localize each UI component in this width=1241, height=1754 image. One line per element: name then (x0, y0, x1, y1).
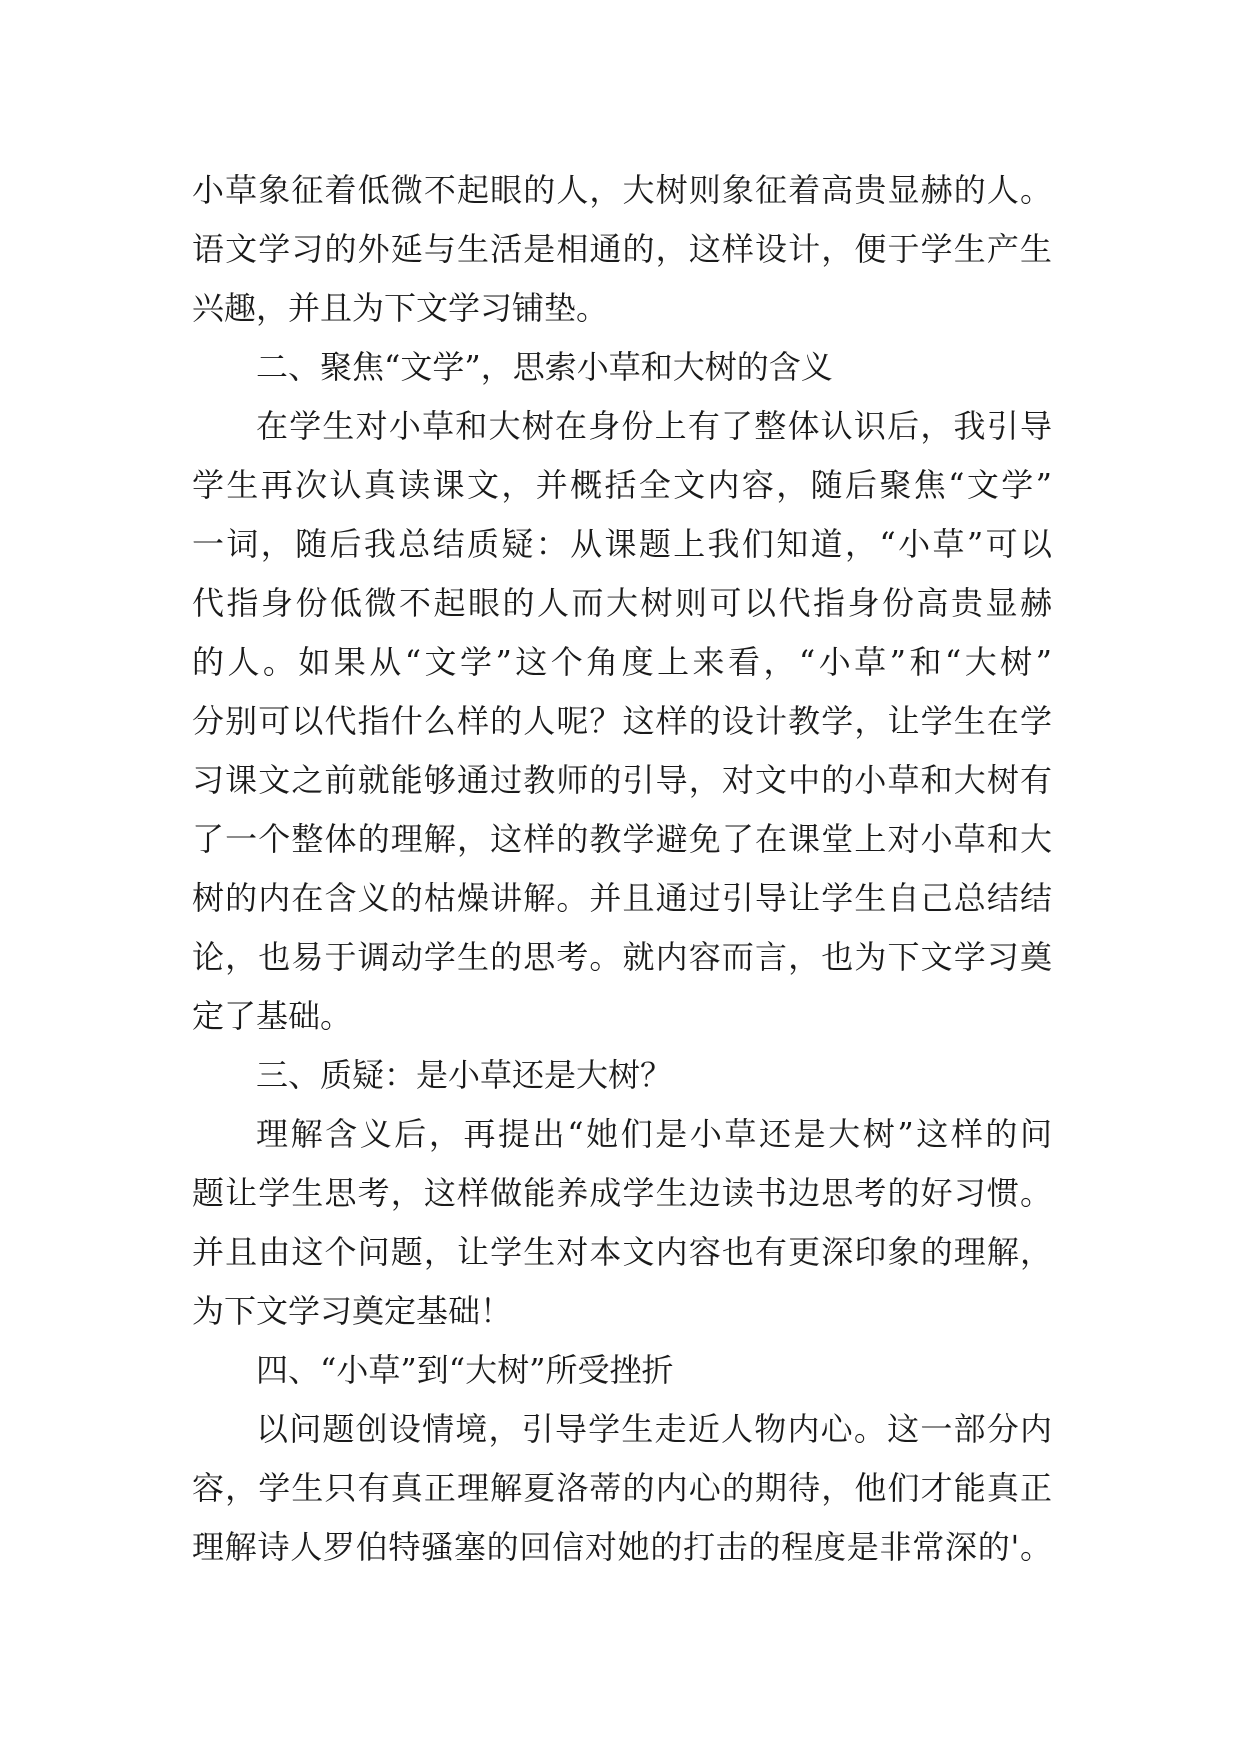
document-body (192, 161, 1052, 1577)
text-line: 一词，随后我总结质疑：从课题上我们知道，“小草”可以 (192, 525, 1052, 563)
text-line: 兴趣，并且为下文学习铺垫。 (192, 289, 609, 327)
paragraph (192, 397, 1052, 1046)
text-line: 习课文之前就能够通过教师的引导，对文中的小草和大树有 (192, 761, 1052, 799)
text-line: 为下文学习奠定基础！ (192, 1292, 513, 1330)
text-line: 学生再次认真读课文，并概括全文内容，随后聚焦“文学” (192, 466, 1052, 504)
text-line: 理解诗人罗伯特骚塞的回信对她的打击的程度是非常深的'。 (192, 1528, 1052, 1566)
text-line: 论，也易于调动学生的思考。就内容而言，也为下文学习奠 (192, 938, 1052, 976)
paragraph (192, 1400, 1052, 1577)
section-heading: 三、质疑：是小草还是大树？ (256, 1056, 673, 1094)
text-line: 小草象征着低微不起眼的人，大树则象征着高贵显赫的人。 (192, 171, 1052, 209)
paragraph (192, 1105, 1052, 1341)
text-line: 以问题创设情境，引导学生走近人物内心。这一部分内 (256, 1410, 1052, 1448)
text-line: 题让学生思考，这样做能养成学生边读书边思考的好习惯。 (192, 1174, 1052, 1212)
text-line: 语文学习的外延与生活是相通的，这样设计，便于学生产生 (192, 230, 1052, 268)
paragraph (192, 161, 1052, 338)
text-line: 定了基础。 (192, 997, 353, 1035)
text-line: 树的内在含义的枯燥讲解。并且通过引导让学生自己总结结 (192, 879, 1052, 917)
text-line: 并且由这个问题，让学生对本文内容也有更深印象的理解， (192, 1233, 1052, 1271)
text-line: 在学生对小草和大树在身份上有了整体认识后，我引导 (256, 407, 1052, 445)
text-line: 分别可以代指什么样的人呢？这样的设计教学，让学生在学 (192, 702, 1052, 740)
text-line: 理解含义后，再提出“她们是小草还是大树”这样的问 (256, 1115, 1052, 1153)
section-heading: 四、“小草”到“大树”所受挫折 (256, 1351, 674, 1389)
text-line: 的人。如果从“文学”这个角度上来看，“小草”和“大树” (192, 643, 1052, 681)
text-line: 代指身份低微不起眼的人而大树则可以代指身份高贵显赫 (192, 584, 1052, 622)
text-line: 了一个整体的理解，这样的教学避免了在课堂上对小草和大 (192, 820, 1052, 858)
text-line: 容，学生只有真正理解夏洛蒂的内心的期待，他们才能真正 (192, 1469, 1052, 1507)
section-heading: 二、聚焦“文学”，思索小草和大树的含义 (256, 348, 833, 386)
